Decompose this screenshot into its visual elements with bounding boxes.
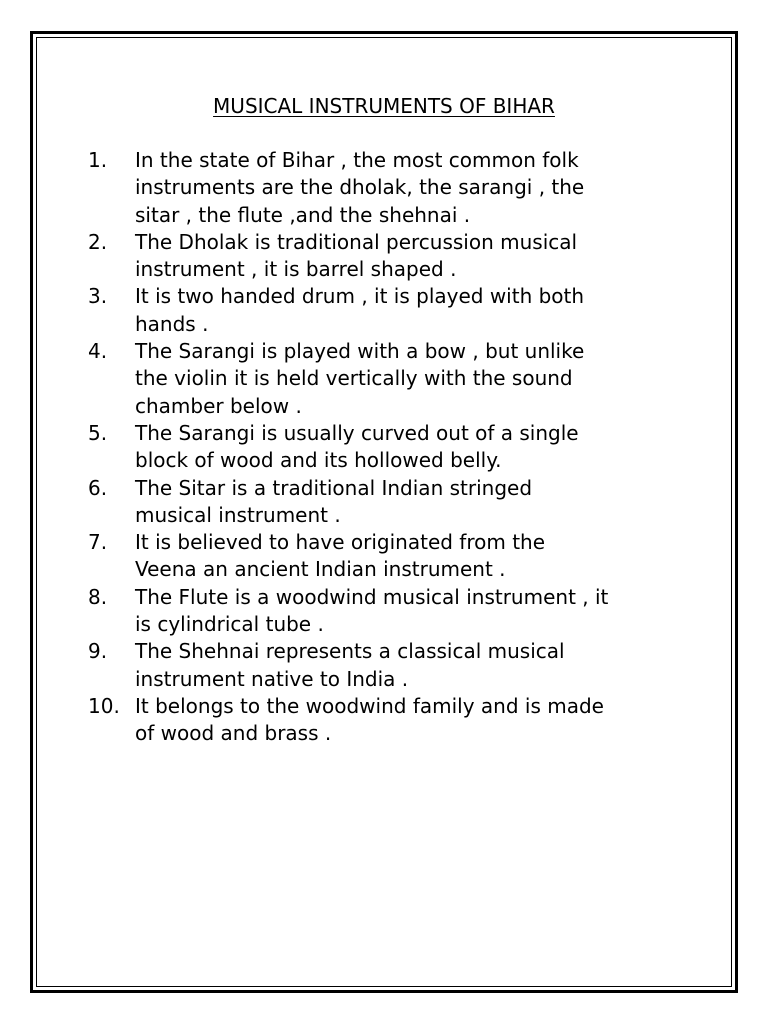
list-item (88, 229, 688, 284)
list-item-text: The Flute is a woodwind musical instrument , it is cylindrical tube . (135, 584, 609, 637)
list-item-text: The Dholak is traditional percussion musical instrument , it is barrel shaped . (135, 229, 578, 282)
list-item-number: 7. (88, 530, 108, 555)
list-item-text: The Sarangi is usually curved out of a single block of wood and its hollowed belly. (135, 420, 579, 473)
list-item-number: 3. (88, 284, 108, 309)
page-title: MUSICAL INSTRUMENTS OF BIHAR (213, 94, 555, 118)
list-item-number: 4. (88, 339, 108, 364)
list-item-number: 6. (88, 475, 108, 500)
list-item-text: The Sarangi is played with a bow , but unlike the violin it is held vertically with the sound chamber below . (135, 339, 585, 418)
list-item (88, 584, 688, 639)
list-item-text: The Shehnai represents a classical musical instrument native to India . (135, 639, 565, 691)
list-item-text: It is believed to have originated from the Veena an ancient Indian instrument . (135, 530, 546, 582)
list-item (88, 475, 688, 530)
list-item (88, 147, 688, 229)
list-item-number: 5. (88, 420, 108, 445)
list-item-number: 2. (88, 229, 108, 254)
list-item-text: In the state of Bihar , the most common folk instruments are the dholak, the sarangi , the sitar , the flute ,and the shehnai . (135, 148, 585, 227)
list-item-number: 10. (88, 693, 120, 718)
list-item-number: 9. (88, 639, 108, 664)
list-item (88, 420, 688, 475)
list-item-text: It is two handed drum , it is played with both hands . (135, 284, 585, 336)
list-item-text: It belongs to the woodwind family and is made of wood and brass . (135, 693, 604, 746)
list-item-number: 1. (88, 148, 108, 172)
list-item (88, 338, 688, 420)
instrument-list (88, 147, 688, 748)
list-item (88, 283, 688, 338)
list-item-text: The Sitar is a traditional Indian stringed musical instrument . (135, 475, 533, 527)
list-item (88, 638, 688, 693)
list-item (88, 693, 688, 748)
list-item (88, 529, 688, 584)
list-item-number: 8. (88, 584, 108, 609)
